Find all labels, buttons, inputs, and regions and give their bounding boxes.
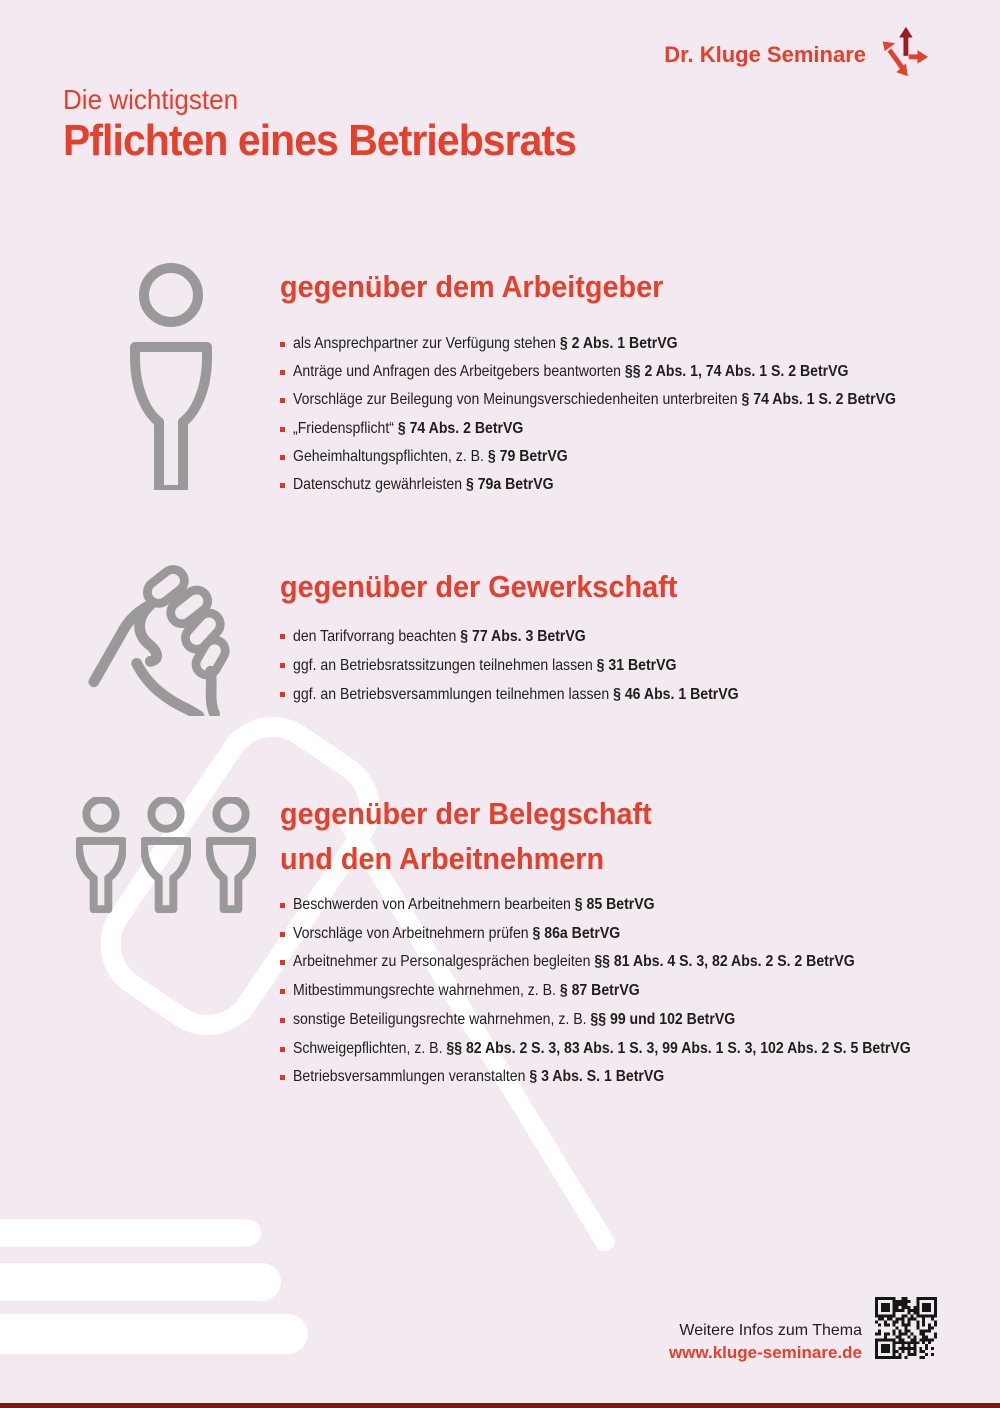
brand-name: Dr. Kluge Seminare xyxy=(664,42,866,67)
list-item: Anträge und Anfragen des Arbeitgebers beantworten §§ 2 Abs. 1, 74 Abs. 1 S. 2 BetrVG xyxy=(280,358,978,386)
bullet-marker xyxy=(280,1047,285,1052)
section-title-arbeitgeber: gegenüber dem Arbeitgeber xyxy=(280,269,664,304)
list-item: Arbeitnehmer zu Personalgesprächen begleiten §§ 81 Abs. 4 S. 3, 82 Abs. 2 S. 2 BetrVG xyxy=(280,948,995,977)
poster-title: Pflichten eines Betriebsrats xyxy=(63,116,576,165)
list-item: ggf. an Betriebsratssitzungen teilnehmen lassen § 31 BetrVG xyxy=(280,651,799,680)
list-item: „Friedenspflicht“ § 74 Abs. 2 BetrVG xyxy=(280,415,978,443)
list-item: Betriebsversammlungen veranstalten § 3 Abs. S. 1 BetrVG xyxy=(280,1063,995,1092)
bullet-marker xyxy=(280,989,285,994)
bullet-marker xyxy=(280,398,285,403)
person-icon xyxy=(130,262,212,490)
bullet-marker xyxy=(280,427,285,432)
bullet-marker xyxy=(280,483,285,488)
duties-list-arbeitgeber xyxy=(280,330,978,499)
section-title-belegschaft: gegenüber der Belegschaft und den Arbeitnehmern xyxy=(280,796,652,876)
bullet-marker xyxy=(280,960,285,965)
footer-info-text: Weitere Infos zum Thema xyxy=(679,1322,862,1339)
list-item: ggf. an Betriebsversammlungen teilnehmen lassen § 46 Abs. 1 BetrVG xyxy=(280,680,799,709)
bullet-marker xyxy=(280,932,285,937)
list-item: sonstige Beteiligungsrechte wahrnehmen, z. B. §§ 99 und 102 BetrVG xyxy=(280,1006,995,1035)
fist-icon xyxy=(88,560,234,716)
bullet-marker xyxy=(280,1018,285,1023)
bottom-accent-bar xyxy=(0,1403,1000,1408)
list-item: den Tarifvorrang beachten § 77 Abs. 3 BetrVG xyxy=(280,622,799,651)
list-item: Beschwerden von Arbeitnehmern bearbeiten § 85 BetrVG xyxy=(280,891,995,920)
bullet-marker xyxy=(280,1075,285,1080)
section-title-gewerkschaft: gegenüber der Gewerkschaft xyxy=(280,569,678,604)
bullet-marker xyxy=(280,692,285,697)
list-item: Vorschläge zur Beilegung von Meinungsverschiedenheiten unterbreiten § 74 Abs. 1 S. 2 BetrVG xyxy=(280,386,978,414)
group-icon xyxy=(76,797,256,913)
list-item: Vorschläge von Arbeitnehmern prüfen § 86a BetrVG xyxy=(280,920,995,949)
list-item: Datenschutz gewährleisten § 79a BetrVG xyxy=(280,471,978,499)
bullet-marker xyxy=(280,370,285,375)
bullet-marker xyxy=(280,634,285,639)
crossroads-arrows-icon xyxy=(876,24,930,80)
list-item: Geheimhaltungspflichten, z. B. § 79 BetrVG xyxy=(280,443,978,471)
poster-kicker: Die wichtigsten xyxy=(63,84,239,115)
bullet-marker xyxy=(280,455,285,460)
bullet-marker xyxy=(280,342,285,347)
bullet-marker xyxy=(280,663,285,668)
bullet-marker xyxy=(280,903,285,908)
list-item: Schweigepflichten, z. B. §§ 82 Abs. 2 S. 3, 83 Abs. 1 S. 3, 99 Abs. 1 S. 3, 102 Abs. 2 S. 5 BetrVG xyxy=(280,1035,995,1064)
duties-list-belegschaft xyxy=(280,891,995,1092)
list-item: als Ansprechpartner zur Verfügung stehen § 2 Abs. 1 BetrVG xyxy=(280,330,978,358)
footer-url[interactable]: www.kluge-seminare.de xyxy=(668,1343,862,1362)
list-item: Mitbestimmungsrechte wahrnehmen, z. B. § 87 BetrVG xyxy=(280,977,995,1006)
qr-code xyxy=(875,1297,937,1359)
duties-list-gewerkschaft xyxy=(280,622,799,709)
